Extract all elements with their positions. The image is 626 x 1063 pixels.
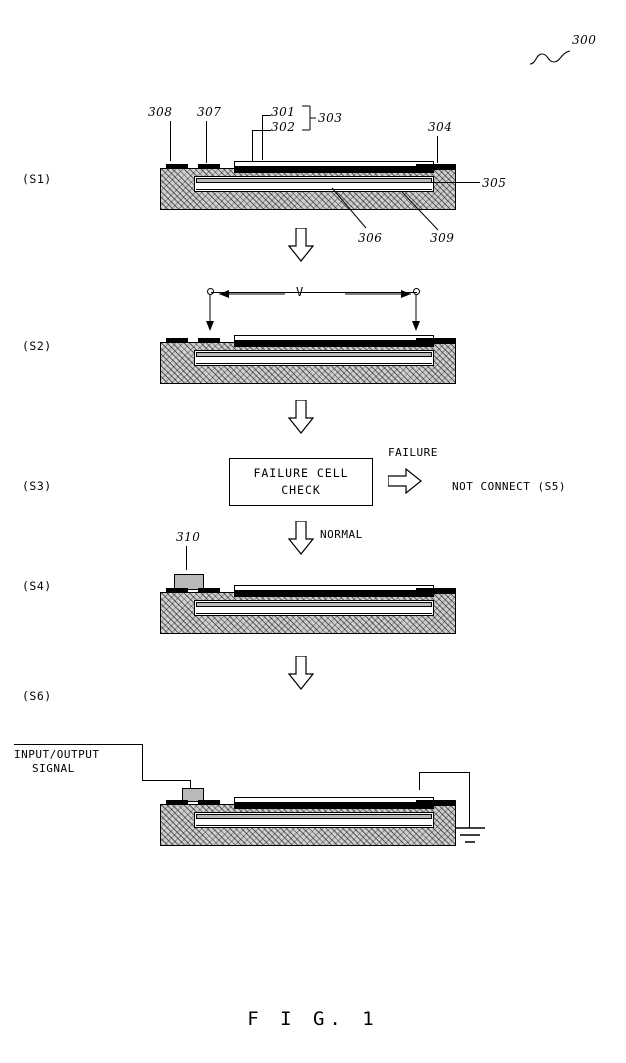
label-301: 301 (271, 105, 296, 119)
step-label-s6: (S6) (22, 689, 52, 703)
leader-301-v (262, 115, 263, 160)
lower-electrode-s6 (196, 814, 432, 819)
pad-307-s1 (198, 164, 220, 169)
pad-304-s1 (416, 164, 456, 170)
pad-304-s4 (416, 588, 456, 594)
label-307: 307 (197, 105, 222, 119)
label-306: 306 (358, 231, 383, 245)
pad-307-s6 (198, 800, 220, 805)
ref-leader-300 (528, 46, 576, 68)
failure-cell-check-line1: FAILURE CELL (253, 466, 349, 480)
pad-307-s2 (198, 338, 220, 343)
pad-308-s6 (166, 800, 188, 805)
step-label-s2: (S2) (22, 339, 52, 353)
leader-307 (206, 121, 207, 163)
step-label-s4: (S4) (22, 579, 52, 593)
voltage-arrow (215, 286, 415, 302)
leader-302-h (252, 130, 271, 131)
label-310: 310 (176, 530, 201, 544)
line-309-s6 (196, 825, 432, 826)
label-303: 303 (318, 111, 343, 125)
label-308: 308 (148, 105, 173, 119)
label-302: 302 (271, 120, 296, 134)
label-304: 304 (428, 120, 453, 134)
device-cross-section-s6 (160, 784, 460, 846)
io-wire-horizontal (14, 744, 142, 745)
ref-numeral-300: 300 (572, 33, 597, 47)
leader-306-line (330, 186, 374, 232)
io-signal-label-line2: SIGNAL (32, 762, 75, 775)
step-label-s3: (S3) (22, 479, 52, 493)
pad-308-s2 (166, 338, 188, 343)
membrane-top-s4 (234, 585, 434, 591)
device-cross-section-s4 (160, 566, 460, 634)
leader-309-line (400, 190, 446, 232)
arrow-failure (388, 468, 422, 494)
voltage-label: V (296, 285, 304, 299)
failure-cell-check-box (229, 458, 373, 506)
membrane-stack-s6 (234, 802, 434, 809)
leader-301-h (262, 115, 271, 116)
pad-304-s2 (416, 338, 456, 344)
leader-308 (170, 121, 171, 161)
pad-304-s6 (416, 800, 456, 806)
membrane-stack-s1 (234, 166, 434, 173)
membrane-stack-s4 (234, 590, 434, 597)
io-wire-to-pad (142, 780, 190, 781)
lower-electrode-s2 (196, 352, 432, 357)
gnd-wire-down (469, 772, 470, 828)
pad-308-s4 (166, 588, 188, 593)
label-305: 305 (482, 176, 507, 190)
leader-302-v (252, 130, 253, 162)
lower-electrode-s4 (196, 602, 432, 607)
membrane-top-s2 (234, 335, 434, 341)
arrow-s1-to-s2 (288, 228, 314, 262)
pad-308-s1 (166, 164, 188, 169)
arrow-s2-to-s3 (288, 400, 314, 434)
io-wire-down (142, 744, 143, 780)
arrow-s4-to-s6 (288, 656, 314, 690)
label-309: 309 (430, 231, 455, 245)
membrane-top-s6 (234, 797, 434, 803)
failure-branch-label: FAILURE (388, 446, 438, 459)
normal-branch-label: NORMAL (320, 528, 363, 541)
arrow-s3-to-s4 (288, 521, 314, 555)
figure-caption: F I G. 1 (247, 1008, 379, 1030)
failure-cell-check-line2: CHECK (281, 483, 321, 497)
not-connect-label: NOT CONNECT (S5) (452, 480, 566, 493)
gnd-wire-horizontal (419, 772, 469, 773)
line-309-s1 (196, 189, 432, 190)
membrane-stack-s2 (234, 340, 434, 347)
pad-307-s4 (198, 588, 220, 593)
step-label-s1: (S1) (22, 172, 52, 186)
leader-304 (437, 136, 438, 163)
io-signal-label-line1: INPUT/OUTPUT (14, 748, 100, 761)
line-309-s2 (196, 363, 432, 364)
brace-303 (300, 104, 318, 134)
membrane-top-s1 (234, 161, 434, 167)
leader-305 (396, 182, 480, 183)
device-cross-section-s2 (160, 322, 460, 384)
line-309-s4 (196, 613, 432, 614)
